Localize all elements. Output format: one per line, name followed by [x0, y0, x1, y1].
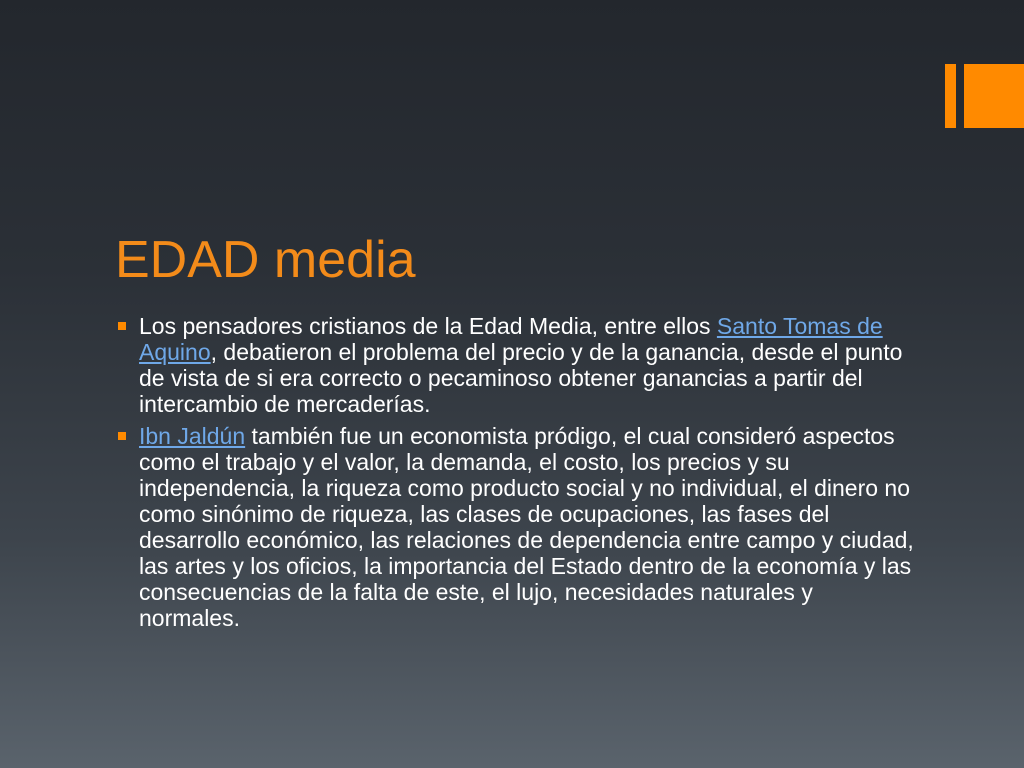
bullet-text-after: , debatieron el problema del precio y de la ganancia, desde el punto de vista de si era correcto o pecaminoso obtener ganancias a partir del intercambio de mercaderías. — [139, 339, 903, 417]
bullet-text-after: también fue un economista pródigo, el cual consideró aspectos como el trabajo y el valor, la demanda, el costo, los precios y su independencia, la riqueza como producto social y no individual, el dinero no como sinónimo de riqueza, las clases de ocupaciones, las fases del desarrollo económico, las relaciones de dependencia entre campo y ciudad, las artes y los oficios, la importancia del Estado dentro de la economía y las consecuencias de la falta de este, el lujo, necesidades naturales y normales. — [139, 423, 914, 631]
link-santo-tomas-de-aquino[interactable]: Santo Tomas de Aquino — [139, 313, 883, 365]
bullet-text-before: Los pensadores cristianos de la Edad Media, entre ellos — [139, 313, 717, 339]
bullet-list — [118, 313, 918, 637]
slide-title: EDAD media — [115, 231, 416, 289]
bullet-item — [118, 423, 918, 631]
bullet-square-icon — [118, 322, 126, 330]
accent-bar-thick — [964, 64, 1024, 128]
bullet-item — [118, 313, 918, 417]
bullet-square-icon — [118, 432, 126, 440]
link-ibn-jaldun[interactable]: Ibn Jaldún — [139, 423, 246, 449]
accent-bar-thin — [945, 64, 956, 128]
